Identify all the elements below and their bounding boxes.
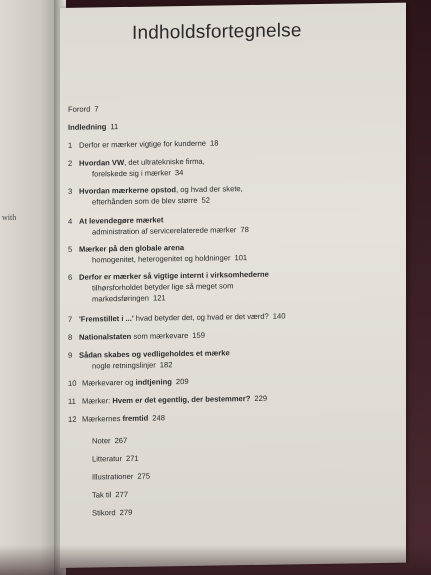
left-page (0, 0, 58, 575)
toc-entry-sub: efterhånden som de blev større (92, 195, 198, 207)
toc-entry-title (79, 330, 205, 343)
toc-entry-bold: Nationalstaten (79, 331, 132, 342)
toc-entry-number: 6 (68, 272, 73, 282)
toc-entry-title (79, 138, 219, 151)
table-of-contents (68, 99, 398, 518)
toc-entry-number: 7 (68, 314, 73, 324)
toc-entry-number: 8 (68, 332, 73, 342)
toc-entry-page: 277 (115, 489, 129, 500)
bottom-shadow (0, 545, 431, 575)
toc-entry-page: 275 (137, 471, 151, 481)
toc-entry-text: , og hvad der skete, (176, 184, 243, 195)
toc-entry-text: Mærkevarer og (82, 377, 136, 388)
toc-entry-text: som mærkevare (131, 330, 189, 341)
toc-entry-title (79, 310, 285, 324)
toc-entry-number: 4 (68, 216, 73, 226)
toc-entry-sub: nogle retningslinjer (92, 360, 156, 371)
toc-entry-text: Illustrationer (92, 471, 134, 482)
toc-entry-title (68, 103, 99, 114)
toc-entry-bold: Derfor er mærker så vigtige internt i virksomhederne (79, 269, 269, 282)
toc-entry-title (68, 121, 118, 133)
toc-entry-subtitle (92, 359, 172, 371)
toc-page (60, 3, 406, 568)
toc-entry-bold: indtjening (135, 377, 172, 387)
toc-entry-bold: Hvem er det egentlig, der bestemmer? (112, 394, 251, 406)
toc-entry-page: 159 (192, 330, 205, 340)
toc-entry-number: 5 (68, 244, 73, 254)
toc-entry-number: 1 (68, 140, 73, 150)
toc-entry-bold: 'Fremstillet i ...' (79, 313, 134, 324)
toc-entry-number: 10 (68, 378, 77, 388)
toc-entry-page: 279 (119, 507, 133, 518)
page-title: Indholdsfortegnelse (132, 20, 302, 44)
toc-entry-page: 248 (152, 413, 165, 423)
toc-entry-subtitle (92, 167, 183, 179)
toc-entry-page: 121 (152, 293, 166, 303)
toc-entry-bold: At levendegøre mærket (79, 215, 164, 226)
toc-entry-page: 271 (125, 453, 139, 463)
toc-entry-title (82, 376, 189, 389)
toc-entry-page: 229 (254, 393, 268, 403)
toc-entry-page: 52 (201, 195, 210, 205)
toc-entry-text: , det ultratekniske firma, (124, 156, 205, 167)
toc-entry-text: Forord (68, 104, 91, 114)
toc-entry-subtitle-2 (92, 292, 166, 304)
toc-entry-sub: forelskede sig i mærker (92, 168, 171, 179)
toc-entry-number: 3 (68, 186, 73, 196)
toc-entry-title (92, 453, 139, 465)
toc-entry-title (82, 393, 267, 407)
toc-entry-text: Tak til (92, 490, 112, 500)
toc-entry-page: 140 (272, 311, 286, 321)
toc-entry-page: 7 (94, 104, 99, 114)
toc-entry-page: 18 (210, 138, 219, 148)
toc-entry-page: 182 (159, 360, 173, 370)
toc-entry-title (82, 412, 165, 424)
toc-entry-page: 11 (110, 122, 119, 132)
toc-entry-text: Mærker: (82, 396, 113, 406)
toc-entry-sub: administration af servicerelaterede mærker (92, 225, 237, 237)
toc-entry-sub: markedsføringen (92, 293, 149, 304)
toc-entry-bold: Mærker på den globale arena (79, 243, 185, 254)
left-page-word: with (2, 213, 17, 222)
toc-entry-subtitle (92, 252, 247, 265)
toc-entry-number: 11 (68, 396, 76, 406)
toc-entry-page: 34 (174, 168, 184, 178)
toc-entry-title (92, 507, 132, 519)
toc-entry-bold: Hvordan VW (79, 157, 125, 168)
toc-entry-title (92, 435, 127, 447)
toc-entry-page: 209 (175, 376, 189, 387)
toc-entry-title (92, 471, 150, 483)
toc-entry-text: Stikord (92, 508, 116, 518)
toc-entry-number: 9 (68, 350, 73, 360)
toc-entry-text: Mærkernes (82, 414, 123, 424)
toc-entry-bold: fremtid (122, 413, 149, 424)
toc-entry-page: 267 (114, 435, 128, 446)
toc-entry-subtitle (92, 224, 249, 237)
toc-entry-text: Derfor er mærker vigtige for kunderne (79, 138, 207, 150)
toc-entry-number: 2 (68, 158, 73, 168)
toc-entry-sub: tilhørsforholdet betyder lige så meget som (92, 281, 234, 293)
toc-entry-text: Noter (92, 436, 111, 446)
toc-entry-bold: Indledning (68, 122, 107, 132)
toc-entry-page: 78 (240, 225, 249, 235)
toc-entry-bold: Sådan skabes og vedligeholdes et mærke (79, 348, 230, 360)
toc-entry-title (92, 489, 128, 501)
toc-entry-text: Litteratur (92, 454, 122, 464)
toc-entry-number: 12 (68, 414, 77, 424)
toc-entry-bold: Hvordan mærkerne opstod (79, 185, 177, 196)
toc-entry-subtitle (92, 195, 210, 208)
toc-entry-page: 101 (234, 253, 248, 263)
toc-entry-text: hvad betyder det, og hvad er det værd? (133, 311, 269, 323)
toc-entry-sub: homogenitet, heterogenitet og holdninger (92, 253, 231, 265)
